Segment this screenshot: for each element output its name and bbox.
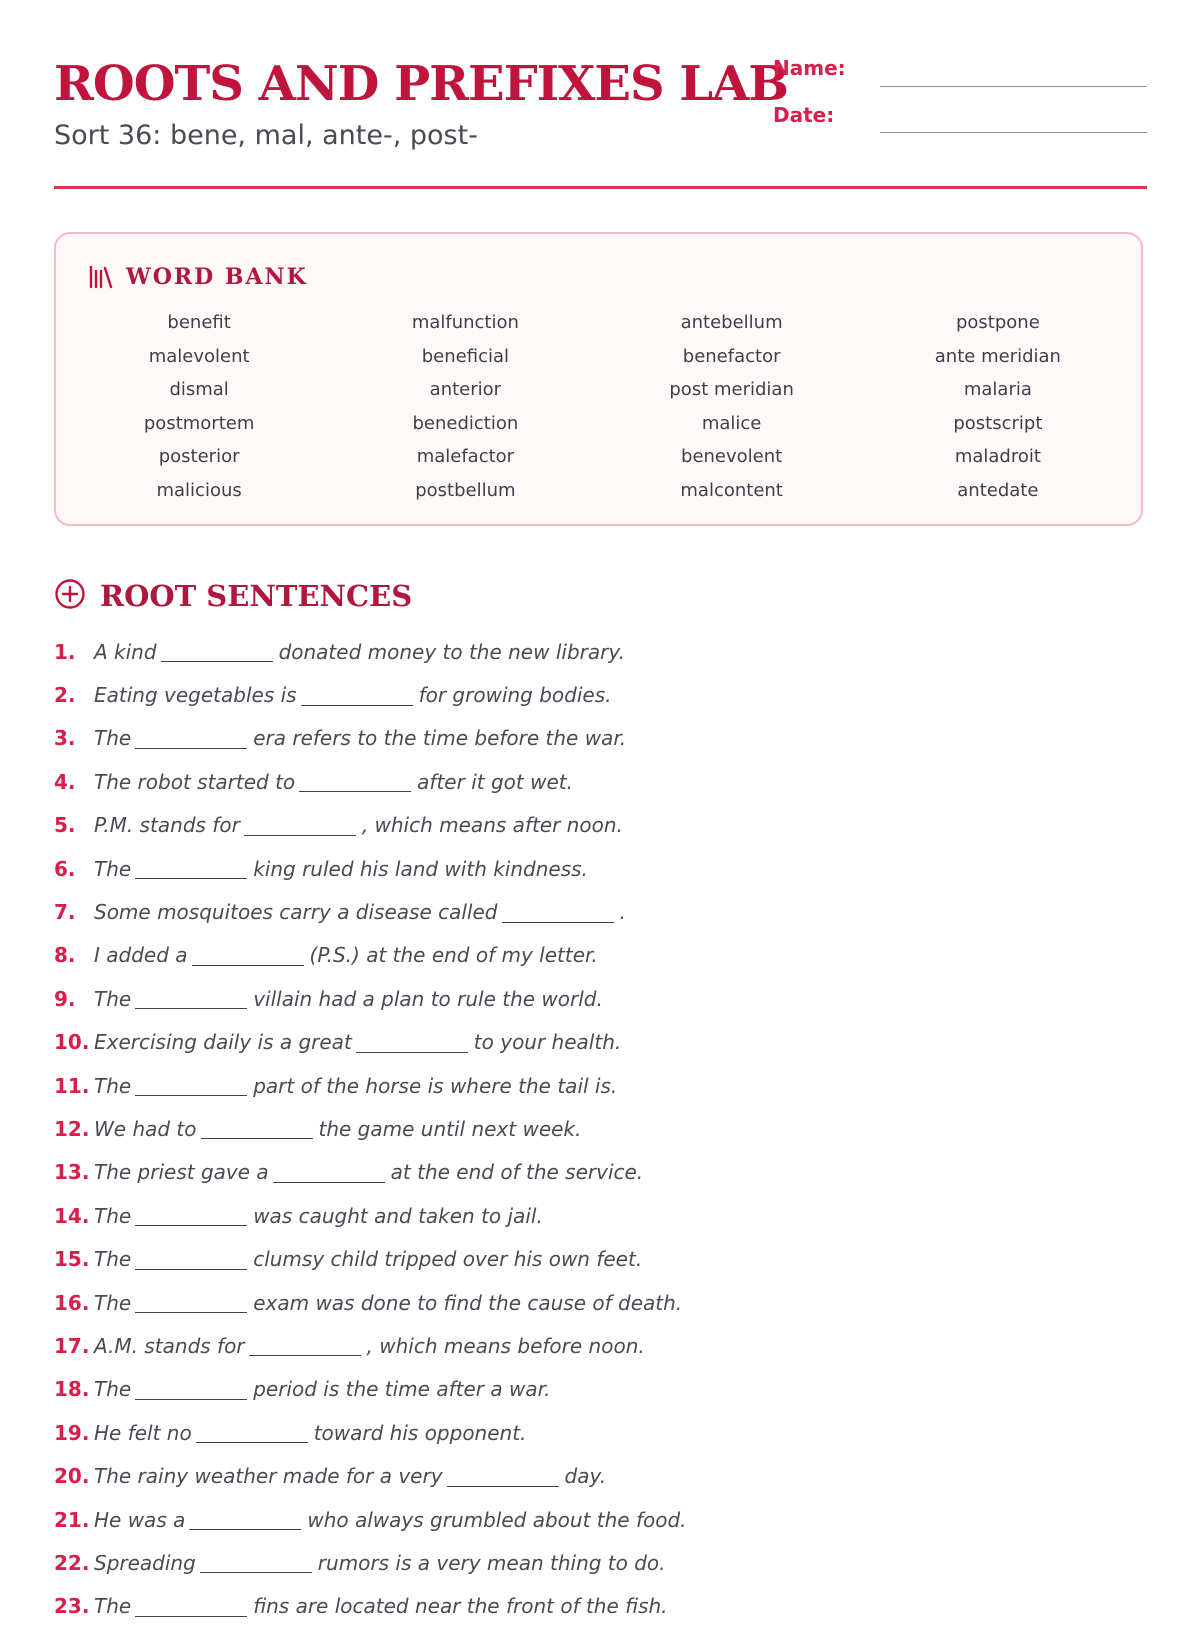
sentence-number: 13. bbox=[54, 1160, 90, 1185]
sentence-row bbox=[54, 1541, 1147, 1584]
word-bank-word: antedate bbox=[957, 479, 1039, 501]
sentence-row bbox=[54, 1368, 1147, 1411]
sentence-text-before: A kind bbox=[94, 639, 157, 664]
page-subtitle: Sort 36: bene, mal, ante-, post- bbox=[54, 120, 478, 151]
word-bank-word: malaria bbox=[963, 379, 1032, 400]
sentence-row bbox=[54, 847, 1147, 890]
name-field-line[interactable] bbox=[880, 86, 1147, 87]
sentence-text-before: Eating vegetables is bbox=[94, 683, 297, 708]
answer-blank[interactable] bbox=[447, 1466, 559, 1487]
word-bank-word: antebellum bbox=[680, 312, 783, 333]
section-title: ROOT SENTENCES bbox=[100, 579, 413, 613]
sentence-text-before: The bbox=[94, 986, 132, 1011]
sentence-row bbox=[54, 890, 1147, 933]
word-bank-word: postscript bbox=[953, 412, 1043, 434]
word-bank-word: maladroit bbox=[954, 446, 1041, 467]
word-bank-word: benediction bbox=[412, 412, 519, 434]
sentence-number: 14. bbox=[54, 1203, 90, 1228]
word-bank-word: malicious bbox=[156, 479, 242, 501]
sentence-text-after: period is the time after a war. bbox=[253, 1377, 551, 1402]
sentence-row bbox=[54, 1021, 1147, 1064]
sentence-number: 9. bbox=[54, 986, 76, 1011]
sentence-text-before: P.M. stands for bbox=[94, 813, 240, 838]
word-bank-word: benevolent bbox=[681, 446, 783, 467]
books-icon bbox=[88, 264, 114, 290]
sentence-text-before: The bbox=[94, 726, 132, 751]
answer-blank[interactable] bbox=[135, 1205, 247, 1226]
word-bank-panel bbox=[54, 232, 1143, 526]
sentence-text-after: was caught and taken to jail. bbox=[253, 1203, 543, 1228]
sentence-row bbox=[54, 760, 1147, 803]
sentence-row bbox=[54, 717, 1147, 760]
answer-blank[interactable] bbox=[249, 1335, 361, 1356]
sentence-number: 23. bbox=[54, 1594, 90, 1619]
answer-blank[interactable] bbox=[299, 771, 411, 792]
sentence-text-before: A.M. stands for bbox=[94, 1333, 245, 1358]
answer-blank[interactable] bbox=[161, 641, 273, 662]
sentence-number: 2. bbox=[54, 683, 76, 708]
sentence-row bbox=[54, 977, 1147, 1020]
sentence-text-before: The bbox=[94, 1594, 132, 1619]
sentence-text-after: fins are located near the front of the fish. bbox=[253, 1594, 668, 1619]
sentence-row bbox=[54, 1454, 1147, 1497]
word-bank-word: beneficial bbox=[421, 345, 509, 367]
answer-blank[interactable] bbox=[244, 815, 356, 836]
sentence-text-before: The bbox=[94, 1290, 132, 1315]
sentence-number: 11. bbox=[54, 1073, 90, 1098]
sentence-text-after: exam was done to find the cause of death. bbox=[253, 1290, 683, 1315]
sentence-number: 1. bbox=[54, 639, 76, 664]
word-bank-word: malevolent bbox=[148, 345, 250, 367]
word-bank-word: benefactor bbox=[682, 345, 781, 367]
date-label: Date: bbox=[773, 103, 835, 127]
answer-blank[interactable] bbox=[135, 1292, 247, 1313]
answer-blank[interactable] bbox=[135, 728, 247, 749]
sentence-text-after: , which means before noon. bbox=[366, 1333, 645, 1358]
sentence-text-after: part of the horse is where the tail is. bbox=[253, 1073, 618, 1098]
name-label: Name: bbox=[773, 56, 846, 80]
answer-blank[interactable] bbox=[135, 1596, 247, 1617]
sentence-text-before: Some mosquitoes carry a disease called bbox=[94, 900, 498, 925]
word-bank-title: WORD BANK bbox=[126, 264, 308, 290]
sentence-text-after: day. bbox=[564, 1464, 607, 1489]
sentence-row bbox=[54, 1585, 1147, 1628]
word-bank-word: postbellum bbox=[415, 479, 516, 501]
sentence-text-before: Spreading bbox=[94, 1550, 196, 1575]
sentence-row bbox=[54, 1237, 1147, 1280]
root-sentences-header bbox=[54, 578, 412, 614]
sentence-text-before: The rainy weather made for a very bbox=[94, 1464, 443, 1489]
answer-blank[interactable] bbox=[192, 945, 304, 966]
sentence-row bbox=[54, 1498, 1147, 1541]
answer-blank[interactable] bbox=[135, 1075, 247, 1096]
sentence-text-after: donated money to the new library. bbox=[278, 639, 625, 664]
sentence-text-before: The bbox=[94, 856, 132, 881]
answer-blank[interactable] bbox=[356, 1032, 468, 1053]
word-bank-word: posterior bbox=[158, 446, 240, 467]
sentence-text-after: clumsy child tripped over his own feet. bbox=[253, 1247, 643, 1272]
header-divider bbox=[54, 186, 1147, 189]
word-bank-word: malice bbox=[701, 412, 762, 434]
word-bank-word: malefactor bbox=[416, 446, 515, 467]
sentence-number: 12. bbox=[54, 1116, 90, 1141]
sentence-text-after: (P.S.) at the end of my letter. bbox=[309, 943, 598, 968]
sentence-number: 18. bbox=[54, 1377, 90, 1402]
sentence-row bbox=[54, 934, 1147, 977]
word-bank-header bbox=[88, 264, 308, 290]
sentence-number: 20. bbox=[54, 1464, 90, 1489]
word-bank-word: ante meridian bbox=[934, 345, 1061, 367]
sentence-number: 8. bbox=[54, 943, 76, 968]
sentence-text-after: to your health. bbox=[473, 1030, 622, 1055]
sentence-number: 15. bbox=[54, 1247, 90, 1272]
sentence-text-after: villain had a plan to rule the world. bbox=[253, 986, 603, 1011]
sentence-number: 21. bbox=[54, 1507, 90, 1532]
word-bank-word: benefit bbox=[167, 312, 231, 333]
sentence-text-after: era refers to the time before the war. bbox=[253, 726, 627, 751]
word-bank-word: dismal bbox=[169, 379, 229, 400]
word-bank-word: post meridian bbox=[669, 379, 794, 400]
sentence-list bbox=[54, 630, 1147, 1628]
sentence-number: 17. bbox=[54, 1333, 90, 1358]
answer-blank[interactable] bbox=[135, 988, 247, 1009]
sentence-text-before: The bbox=[94, 1203, 132, 1228]
answer-blank[interactable] bbox=[200, 1552, 312, 1573]
answer-blank[interactable] bbox=[273, 1162, 385, 1183]
answer-blank[interactable] bbox=[135, 1379, 247, 1400]
sentence-number: 7. bbox=[54, 900, 76, 925]
sentence-text-before: Exercising daily is a great bbox=[94, 1030, 352, 1055]
sentence-row bbox=[54, 1411, 1147, 1454]
sentence-row bbox=[54, 630, 1147, 673]
date-field-line[interactable] bbox=[880, 132, 1147, 133]
answer-blank[interactable] bbox=[196, 1422, 308, 1443]
answer-blank[interactable] bbox=[135, 858, 247, 879]
sentence-text-before: We had to bbox=[94, 1116, 197, 1141]
word-bank-word: postmortem bbox=[143, 412, 255, 434]
sentence-row bbox=[54, 1194, 1147, 1237]
plus-circle-icon bbox=[54, 578, 100, 614]
word-bank-grid bbox=[66, 306, 1131, 507]
word-bank-word: malcontent bbox=[680, 479, 783, 501]
sentence-text-after: who always grumbled about the food. bbox=[307, 1507, 687, 1532]
answer-blank[interactable] bbox=[189, 1509, 301, 1530]
word-bank-word: malfunction bbox=[411, 312, 519, 333]
sentence-row bbox=[54, 1151, 1147, 1194]
sentence-row bbox=[54, 1064, 1147, 1107]
sentence-number: 19. bbox=[54, 1420, 90, 1445]
sentence-text-before: I added a bbox=[94, 943, 188, 968]
answer-blank[interactable] bbox=[135, 1249, 247, 1270]
sentence-text-before: The bbox=[94, 1377, 132, 1402]
sentence-row bbox=[54, 804, 1147, 847]
answer-blank[interactable] bbox=[201, 1118, 313, 1139]
sentence-text-after: toward his opponent. bbox=[313, 1420, 527, 1445]
answer-blank[interactable] bbox=[502, 902, 614, 923]
sentence-text-after: king ruled his land with kindness. bbox=[253, 856, 588, 881]
sentence-text-before: He felt no bbox=[94, 1420, 192, 1445]
sentence-number: 3. bbox=[54, 726, 76, 751]
page-title: ROOTS AND PREFIXES LAB bbox=[54, 56, 788, 112]
sentence-number: 22. bbox=[54, 1550, 90, 1575]
sentence-text-before: The bbox=[94, 1073, 132, 1098]
sentence-text-after: . bbox=[619, 900, 626, 925]
sentence-row bbox=[54, 673, 1147, 716]
sentence-text-after: , which means after noon. bbox=[361, 813, 623, 838]
word-bank-word: anterior bbox=[429, 379, 502, 400]
sentence-number: 6. bbox=[54, 856, 76, 881]
sentence-text-after: for growing bodies. bbox=[418, 683, 612, 708]
sentence-text-before: The robot started to bbox=[94, 769, 296, 794]
answer-blank[interactable] bbox=[301, 685, 413, 706]
sentence-text-after: rumors is a very mean thing to do. bbox=[317, 1550, 666, 1575]
word-bank-word: postpone bbox=[955, 312, 1040, 333]
sentence-text-after: at the end of the service. bbox=[390, 1160, 644, 1185]
sentence-number: 4. bbox=[54, 769, 76, 794]
sentence-number: 16. bbox=[54, 1290, 90, 1315]
sentence-text-before: The priest gave a bbox=[94, 1160, 269, 1185]
sentence-row bbox=[54, 1281, 1147, 1324]
sentence-text-before: The bbox=[94, 1247, 132, 1272]
sentence-number: 10. bbox=[54, 1030, 90, 1055]
sentence-text-after: the game until next week. bbox=[318, 1116, 582, 1141]
sentence-row bbox=[54, 1324, 1147, 1367]
sentence-row bbox=[54, 1107, 1147, 1150]
sentence-number: 5. bbox=[54, 813, 76, 838]
sentence-text-after: after it got wet. bbox=[417, 769, 573, 794]
sentence-text-before: He was a bbox=[94, 1507, 186, 1532]
